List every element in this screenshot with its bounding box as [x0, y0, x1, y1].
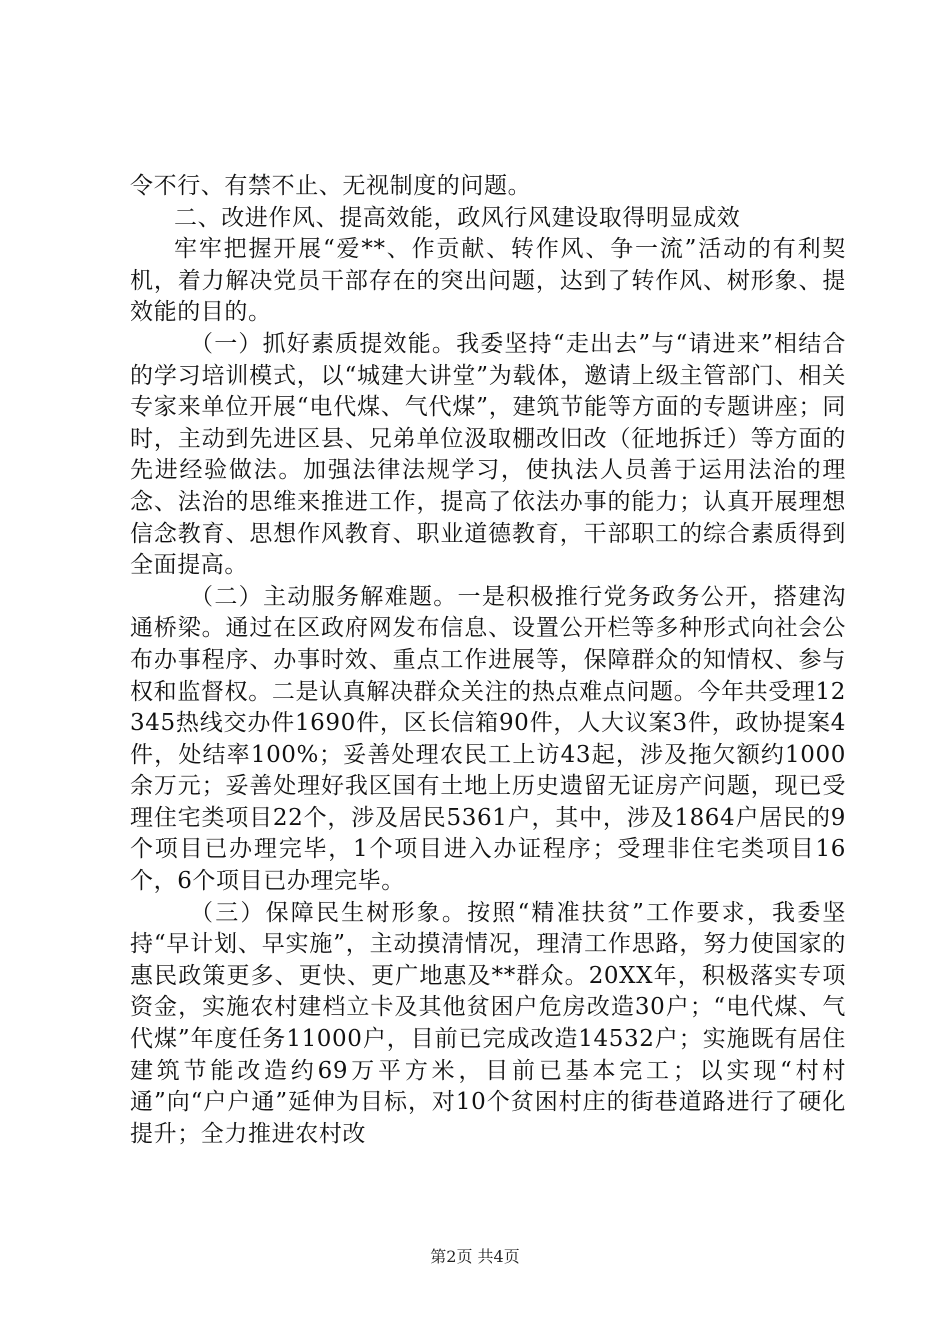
- paragraph-intro: 牢牢把握开展“爱**、作贡献、转作风、争一流”活动的有利契机，着力解决党员干部存在的突出问题，达到了转作风、树形象、提效能的目的。: [130, 236, 846, 326]
- document-body: [130, 171, 846, 1150]
- paragraph-item-2: （二）主动服务解难题。一是积极推行党务政务公开，搭建沟通桥梁。通过在区政府网发布信息、设置公开栏等多种形式向社会公布办事程序、办事时效、重点工作进展等，保障群众的知情权、参与权和监督权。二是认真解决群众关注的热点难点问题。今年共受理12345热线交办件1690件，区长信箱90件，人大议案3件，政协提案4件，处结率100%；妥善处理农民工上访43起，涉及拖欠额约1000余万元；妥善处理好我区国有土地上历史遗留无证房产问题，现已受理住宅类项目22个，涉及居民5361户，其中，涉及1864户居民的9个项目已办理完毕，1个项目进入办证程序；受理非住宅类项目16个，6个项目已办理完毕。: [130, 583, 846, 895]
- paragraph-continuation: 令不行、有禁不止、无视制度的问题。: [130, 173, 532, 199]
- section-heading: 二、改进作风、提高效能，政风行风建设取得明显成效: [174, 204, 741, 231]
- paragraph-item-1: （一）抓好素质提效能。我委坚持“走出去”与“请进来”相结合的学习培训模式，以“城建大讲堂”为载体，邀请上级主管部门、相关专家来单位开展“电代煤、气代煤”，建筑节能等方面的专题讲座；同时，主动到先进区县、兄弟单位汲取棚改旧改（征地拆迁）等方面的先进经验做法。加强法律法规学习，使执法人员善于运用法治的理念、法治的思维来推进工作，提高了依法办事的能力；认真开展理想信念教育、思想作风教育、职业道德教育，干部职工的综合素质得到全面提高。: [130, 330, 846, 579]
- page-number-footer: 第2页 共4页: [430, 1247, 520, 1266]
- paragraph-item-3: （三）保障民生树形象。按照“精准扶贫”工作要求，我委坚持“早计划、早实施”，主动摸清情况，理清工作思路，努力使国家的惠民政策更多、更快、更广地惠及**群众。20XX年，积极落实专项资金，实施农村建档立卡及其他贫困户危房改造30户；“电代煤、气代煤”年度任务11000户，目前已完成改造14532户；实施既有居住建筑节能改造约69万平方米，目前已基本完工；以实现“村村通”向“户户通”延伸为目标，对10个贫困村庄的街巷道路进行了硬化提升；全力推进农村改: [130, 899, 846, 1147]
